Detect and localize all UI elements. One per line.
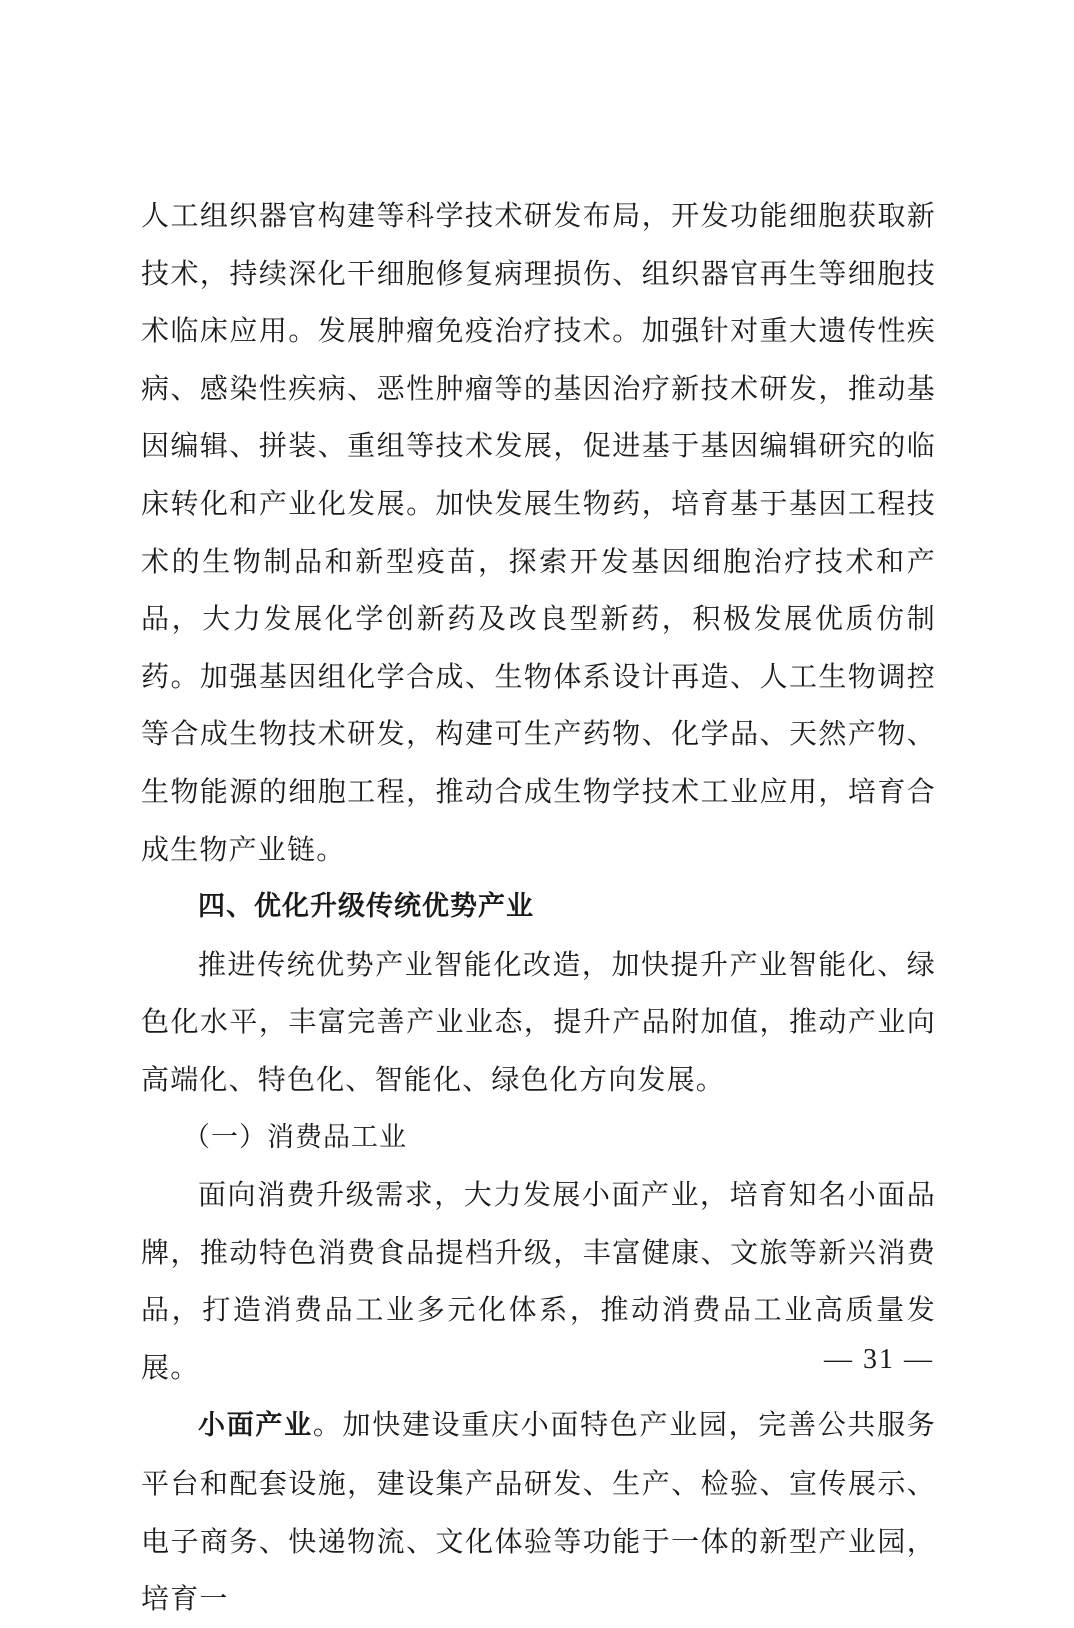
subsection-intro-paragraph: 面向消费升级需求，大力发展小面产业，培育知名小面品牌，推动特色消费食品提档升级，丰富健康、文旅等新兴消费品，打造消费品工业多元化体系，推动消费品工业高质量发展。 (141, 1178, 936, 1384)
item-paragraph (141, 1396, 936, 1627)
subsection-heading: （一）消费品工业 (183, 1121, 407, 1153)
section-heading: 四、优化升级传统优势产业 (198, 891, 534, 923)
page-number: — 31 — (824, 1344, 934, 1375)
section-intro-paragraph: 推进传统优势产业智能化改造，加快提升产业智能化、绿色化水平，丰富完善产业业态，提升产品附加值，推动产业向高端化、特色化、智能化、绿色化方向发展。 (141, 947, 936, 1096)
item-lead: 小面产业 (198, 1410, 313, 1442)
body-text (141, 187, 936, 1628)
paragraph-continued: 人工组织器官构建等科学技术研发布局，开发功能细胞获取新技术，持续深化干细胞修复病理损伤、组织器官再生等细胞技术临床应用。发展肿瘤免疫治疗技术。加强针对重大遗传性疾病、感染性疾病、恶性肿瘤等的基因治疗新技术研发，推动基因编辑、拼装、重组等技术发展，促进基于基因编辑研究的临床转化和产业化发展。加快发展生物药，培育基于基因工程技术的生物制品和新型疫苗，探索开发基因细胞治疗技术和产品，大力发展化学创新药及改良型新药，积极发展优质仿制药。加强基因组化学合成、生物体系设计再造、人工生物调控等合成生物技术研发，构建可生产药物、化学品、天然产物、生物能源的细胞工程，推动合成生物学技术工业应用，培育合成生物产业链。 (141, 199, 936, 866)
item-text: 。加快建设重庆小面特色产业园，完善公共服务平台和配套设施，建设集产品研发、生产、检验、宣传展示、电子商务、快递物流、文化体验等功能于一体的新型产业园，培育一 (141, 1408, 937, 1616)
